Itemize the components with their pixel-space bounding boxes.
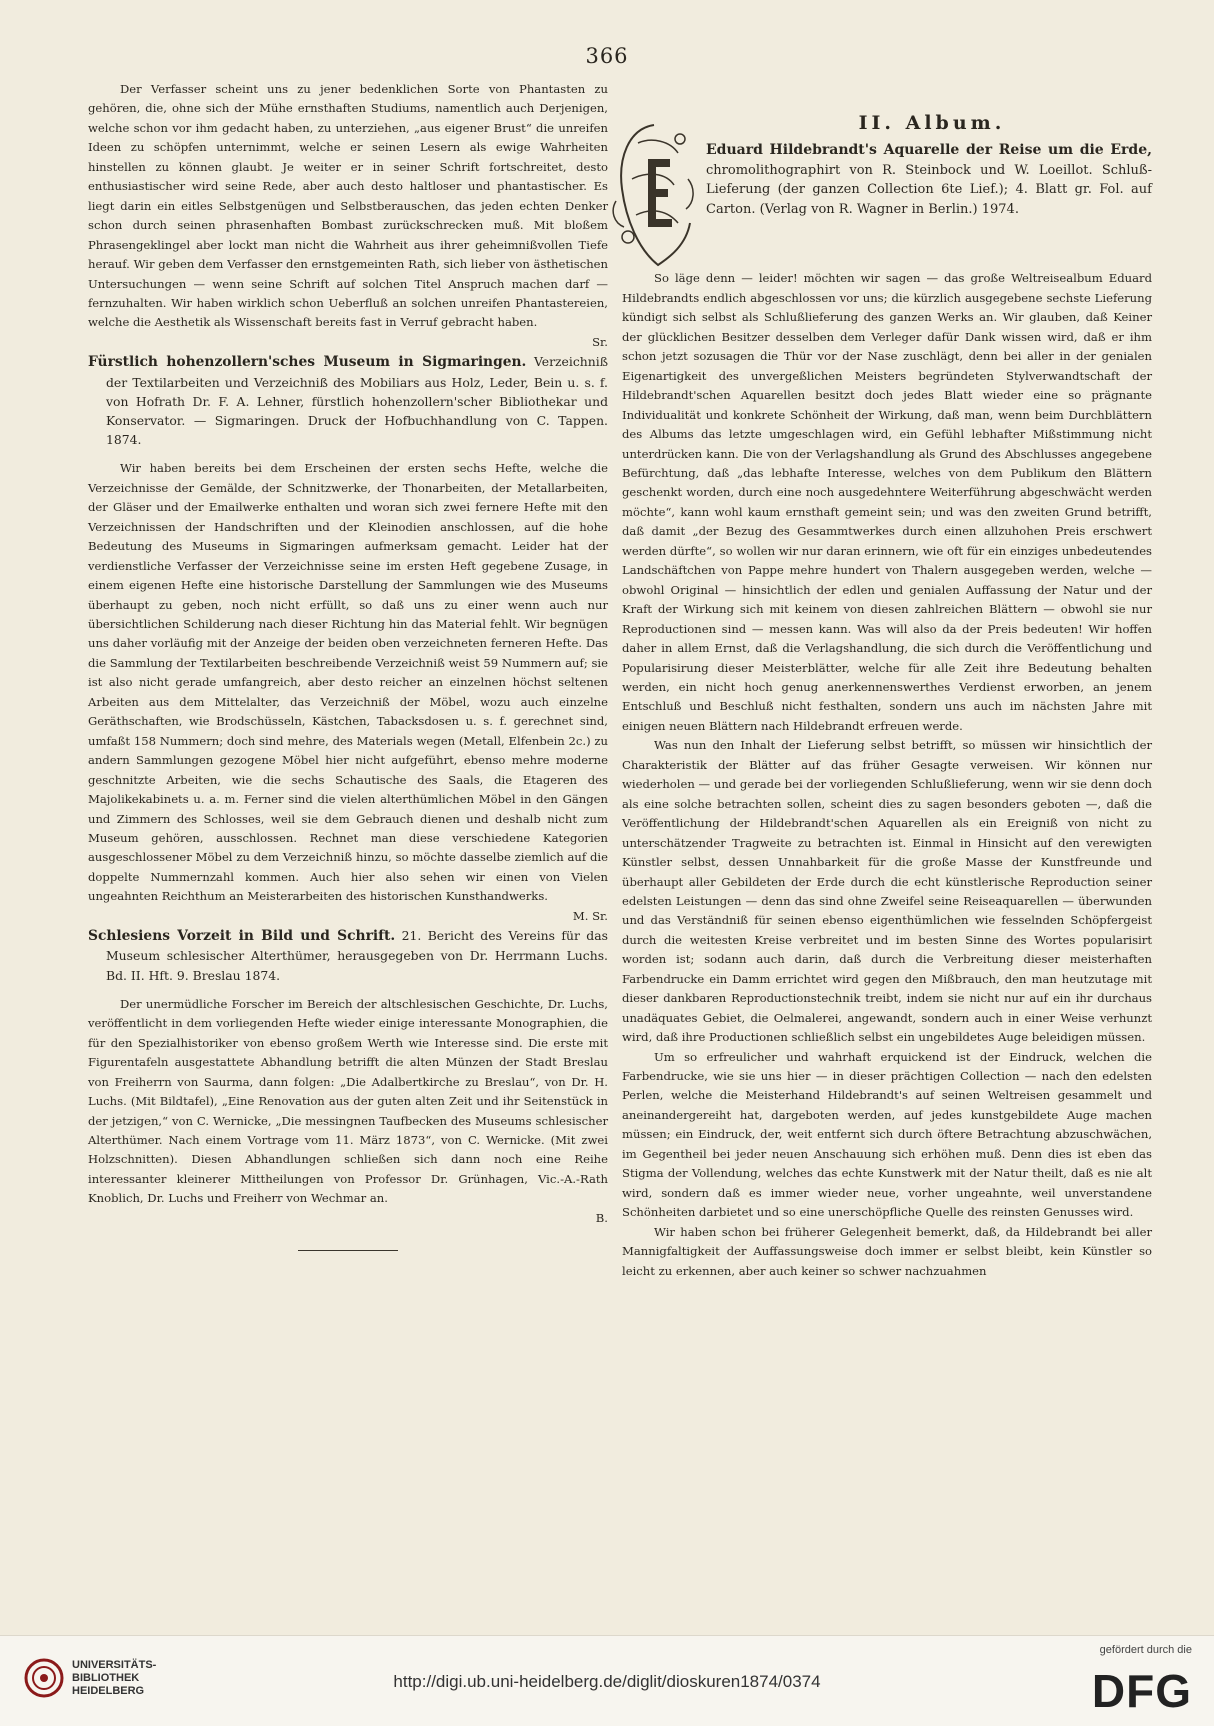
review-paragraph: Der unermüdliche Forscher im Bereich der altschlesischen Geschichte, Dr. Luchs, veröffentlicht in dem vorliegenden Hefte wieder einige interessante Monographien, die für den Spezialhistoriker von ebenso großem Werth wie Interesse sind. Die erste mit Figurentafeln ausgestattete Abhandlung betrifft die alten Münzen der Stadt Breslau von Freiherrn von Saurma, dann folgen: „Die Adalbertkirche zu Breslau“, von Dr. H. Luchs. (Mit Bildtafel), „Eine Renovation aus der guten alten Zeit und ihr Seitenstück in der jetzigen,“ von C. Wernicke, „Die messingnen Taufbecken des Museums schlesischer Alterthümer. Nach einem Vortrage vom 11. März 1873“, von C. Wernicke. (Mit zwei Holzschnitten). Diesen Abhandlungen schließen sich dann noch eine Reihe interessanter kleinerer Mittheilungen von Professor Dr. Grünhagen, Vic.-A.-Rath Knoblich, Dr. Luchs und Freiherr von Wechmar an.: [88, 996, 608, 1206]
funding-note: gefördert durch die: [1099, 1644, 1192, 1656]
permalink[interactable]: http://digi.ub.uni-heidelberg.de/diglit/dioskuren1874/0374: [393, 1672, 821, 1691]
section-title: II. Album.: [858, 112, 1006, 134]
left-column: [88, 80, 608, 1251]
review-paragraph: Um so erfreulicher und wahrhaft erquickend ist der Eindruck, welchen die Farbendrucke, wie sie uns hier — in dieser prächtigen Collection — nach den edelsten Perlen, welche die Meisterhand Hildebrandt's auf seinen Weltreisen gesammelt und aneinandergereiht hat, dargeboten werden, auf jedes kunstgebildete Auge machen müssen; ein Eindruck, der, weit entfernt sich durch öftere Betrachtung abzuschwächen, im Gegentheil bei jeder neuen Anschauung sich erhöhen muß. Denn dies ist eben das Stigma der Vollendung, welches das echte Kunstwerk mit der Natur theilt, daß es nie alt wird, sondern daß es immer wieder neue, vorher ungeahnte, weil unverstandene Schönheiten darbietet und so eine unerschöpfliche Quelle des reinsten Genusses wird.: [622, 1049, 1152, 1220]
reviewer-signature: B.: [595, 1210, 608, 1225]
dfg-logo: DFG: [1091, 1665, 1192, 1717]
entry-title: Fürstlich hohenzollern'sches Museum in Sigmaringen.: [88, 354, 527, 371]
review-paragraph: Wir haben schon bei früherer Gelegenheit bemerkt, daß, da Hildebrandt bei aller Mannigfaltigkeit der Auffassungsweise doch immer er selbst bleibt, kein Künstler so leicht zu erkennen, aber auch keiner so schwer nachzuahmen: [622, 1224, 1152, 1278]
review-paragraph: Was nun den Inhalt der Lieferung selbst betrifft, so müssen wir hinsichtlich der Charakteristik der Blätter auf das früher Gesagte verweisen. Wir können nur wiederholen — und gerade bei der vorliegenden Schlußlieferung, wenn wir sie denn doch als eine solche betrachten sollen, scheint dies zu sagen besonders geboten —, daß die Veröffentlichung der Hildebrandt'schen Aquarellen als ein Ereigniß von nicht zu unterschätzender Tragweite zu betrachten ist. Einmal in Hinsicht auf den verewigten Künstler selbst, dessen Unnahbarkeit für die große Masse der Kunstfreunde und überhaupt aller Gebildeten der Erde durch die echt künstlerische Reproduction seiner edelsten Leistungen — denn das sind ohne Zweifel seine Reiseaquarellen — überwunden und das Verständniß für seinen ebenso eigenthümlichen wie fesselnden Schöpfergeist durch die weitesten Kreise verbreitet und im besten Sinne des Wortes popularisirt worden ist; sodann auch darin, daß durch die Verbreitung dieser meisterhaften Farbendrucke ein Damm errichtet wird gegen den Mißbrauch, den man heutzutage mit dieser dankbaren Reproductionstechnik treibt, indem sie nicht nur auf ein ihr durchaus unadäquates Gebiet, die Oelmalerei, angewandt, sondern auch in einer Weise verhunzt wird, daß ihre Productionen schließlich selbst ein ungebildetes Auge beleidigen müssen.: [622, 738, 1152, 1045]
ornamental-initial-e: [608, 119, 700, 269]
entry-details: 21. Bericht des Vereins für das Museum schlesischer Alterthümer, herausgegeben von Dr. Herrmann Luchs. Bd. II. Hft. 9. Breslau 1874.: [106, 928, 608, 983]
review-paragraph: So läge denn — leider! möchten wir sagen — das große Weltreisealbum Eduard Hildebrandts endlich abgeschlossen vor uns; die kürzlich ausgegebene sechste Lieferung kündigt sich selbst als Schlußlieferung des ganzen Werks an. Wir glauben, daß Keiner der glücklichen Besitzer desselben dem Verleger dafür Dank wissen wird, daß er ihm schon jetzt sozusagen die Thür vor der Nase zuschlägt, denn bei aller in der genialen Eigenartigkeit des unvergeßlichen Meisters begründeten Stylverwandtschaft der Hildebrandt'schen Aquarellen besitzt doch jedes Blatt wieder eine so prägnante Individualität und konkrete Schönheit der Wirkung, daß man, wenn beim Durchblättern des Albums das letzte umgeschlagen wird, ein Gefühl lebhafter Mißstimmung nicht unterdrücken kann. Die von der Verlagshandlung als Grund des Abschlusses angegebene Befürchtung, daß „das lebhafte Interesse, welches von dem Publikum den Blättern geschenkt worden, durch eine noch ausgedehntere Weiterführung abgeschwächt werden möchte“, kann wohl kaum ernsthaft gemeint sein; und was den zweiten Grund betrifft, daß damit „der Bezug des Gesammtwerkes durch einen allzuhohen Preis erschwert werden dürfte“, so wollen wir nur daran erinnern, wie oft für ein einziges unbedeutendes Landschäftchen von Pappe mehre hundert von Thalern ausgegeben werden, welche — obwohl Original — hinsichtlich der edlen und genialen Auffassung der Natur und der Kraft der Wirkung sich mit keinem von diesen zahlreichen Blättern — obwohl sie nur Reproductionen sind — messen kann. Was will also da der Preis bedeuten! Wir hoffen daher in allem Ernst, daß die Verlagshandlung, die sich durch die Veröffentlichung und Popularisirung dieser Meisterblätter, welche für alle Zeit ihre Bedeutung behalten werden, ein nicht hoch genug anerkennenswerthes Verdienst erworben, an jenem Entschluß und Beschluß nicht festhalten, sondern uns auch im nächsten Jahre mit einigen neuen Blättern nach Hildebrandt erfreuen werde.: [622, 271, 1152, 733]
reviewer-signature: M. Sr.: [572, 908, 608, 923]
reviewer-signature: Sr.: [592, 334, 608, 349]
entry-details: Verzeichniß der Textilarbeiten und Verzeichniß des Mobiliars aus Holz, Leder, Bein u. s. f. von Hofrath Dr. F. A. Lehner, fürstlich hohenzollern'scher Bibliothekar und Konservator. — Sigmaringen. Druck der Hofbuchhandlung von C. Tappen. 1874.: [106, 354, 608, 448]
entry-details: chromolithographirt von R. Steinbock und W. Loeillot. Schluß-Lieferung (der ganzen Collection 6te Lief.); 4. Blatt gr. Fol. auf Carton. (Verlag von R. Wagner in Berlin.) 1974.: [706, 162, 1152, 217]
library-name-line: UNIVERSITÄTS-: [72, 1659, 157, 1671]
ornament-icon: [608, 119, 700, 269]
review-paragraph: Wir haben bereits bei dem Erscheinen der ersten sechs Hefte, welche die Verzeichnisse der Gemälde, der Schnitzwerke, der Thonarbeiten, der Metallarbeiten, der Gläser und der Emailwerke enthalten und woran sich zwei fernere Hefte mit den Verzeichnissen der Handschriften und der Kleinodien anschlossen, auf die hohe Bedeutung des Museums in Sigmaringen aufmerksam gemacht. Leider hat der verdienstliche Verfasser der Verzeichnisse seine im ersten Heft gegebene Zusage, in einem eigenen Hefte eine historische Darstellung der Sammlungen wie des Museums überhaupt zu geben, noch nicht erfüllt, so daß uns zu einer wenn auch nur übersichtlichen Schilderung nach dieser Richtung hin das Material fehlt. Wir begnügen uns daher vorläufig mit der Anzeige der beiden oben verzeichneten ferneren Hefte. Das die Sammlung der Textilarbeiten beschreibende Verzeichniß weist 59 Nummern auf; sie ist also nicht gerade umfangreich, aber desto reicher an einzelnen höchst seltenen Arbeiten aus dem Mittelalter, das Verzeichniß der Möbel, wozu auch einzelne Geräthschaften, wie Brodschüsseln, Kästchen, Tabacksdosen u. s. f. gerechnet sind, umfaßt 158 Nummern; doch sind mehre, des Materials wegen (Metall, Elfenbein 2c.) zu andern Sammlungen gezogene Möbel hier nicht aufgeführt, ebenso mehre moderne geschnitzte Arbeiten, wie die sechs Schautische des Saals, die Etageren des Majolikekabinets u. a. m. Ferner sind die vielen alterthümlichen Möbel in den Gängen und Zimmern des Schlosses, weil sie dem Gebrauch dienen und deshalb nicht zum Museum gehören, ausschlossen. Rechnet man diese verschiedene Kategorien ausgeschlossener Möbel zu dem Verzeichniß hinzu, so möchte dasselbe ziemlich auf die doppelte Nummernzahl kommen. Auch hier also sehen wir einen von Vielen ungeahnten Reichthum an Meisterarbeiten des historischen Kunsthandwerks.: [88, 461, 608, 904]
entry-title: Eduard Hildebrandt's Aquarelle der Reise um die Erde,: [706, 142, 1152, 159]
page-number: 366: [585, 44, 629, 68]
entry-title: Schlesiens Vorzeit in Bild und Schrift.: [88, 928, 396, 945]
book-entry-schlesiens: [88, 926, 608, 985]
review-paragraph: Der Verfasser scheint uns zu jener bedenklichen Sorte von Phantasten zu gehören, die, ohne sich der Mühe ernsthaften Studiums, namentlich auch Derjenigen, welche schon vor ihm gedacht haben, zu unterziehen, „aus eigener Brust“ die unreifen Ideen zu schöpfen unternimmt, welche er seinen Lesern als ewige Wahrheiten hinstellen zu können glaubt. Je weiter er in seiner Schrift fortschreitet, desto enthusiastischer wird seine Rede, aber auch desto haltloser und phantastischer. Es liegt darin ein eitles Selbstgenügen und Selbstberauschen, das jeden echten Denker schon durch seinen phrasenhaften Bombast zurückschrecken muß. Mit bloßem Phrasengeklingel aber lockt man nicht die Wahrheit aus ihrer geheimnißvollen Tiefe herauf. Wir geben dem Verfasser den ernstgemeinten Rath, sich lieber von ästhetischen Untersuchungen — wenn seine Schrift auf solchen Titel Anspruch machen darf — fernzuhalten. Wir haben wirklich schon Ueberfluß an solchen unreifen Phantastereien, welche die Aesthetik als Wissenschaft bereits fast in Verruf gebracht haben.: [88, 82, 608, 330]
viewer-footer: [0, 1635, 1214, 1726]
section-divider: [298, 1250, 398, 1251]
right-column: [622, 80, 1152, 1281]
library-name-line: BIBLIOTHEK: [72, 1672, 140, 1684]
library-name-line: HEIDELBERG: [72, 1685, 145, 1697]
album-entry: [622, 141, 1152, 219]
book-entry-sigmaringen: [88, 352, 608, 449]
